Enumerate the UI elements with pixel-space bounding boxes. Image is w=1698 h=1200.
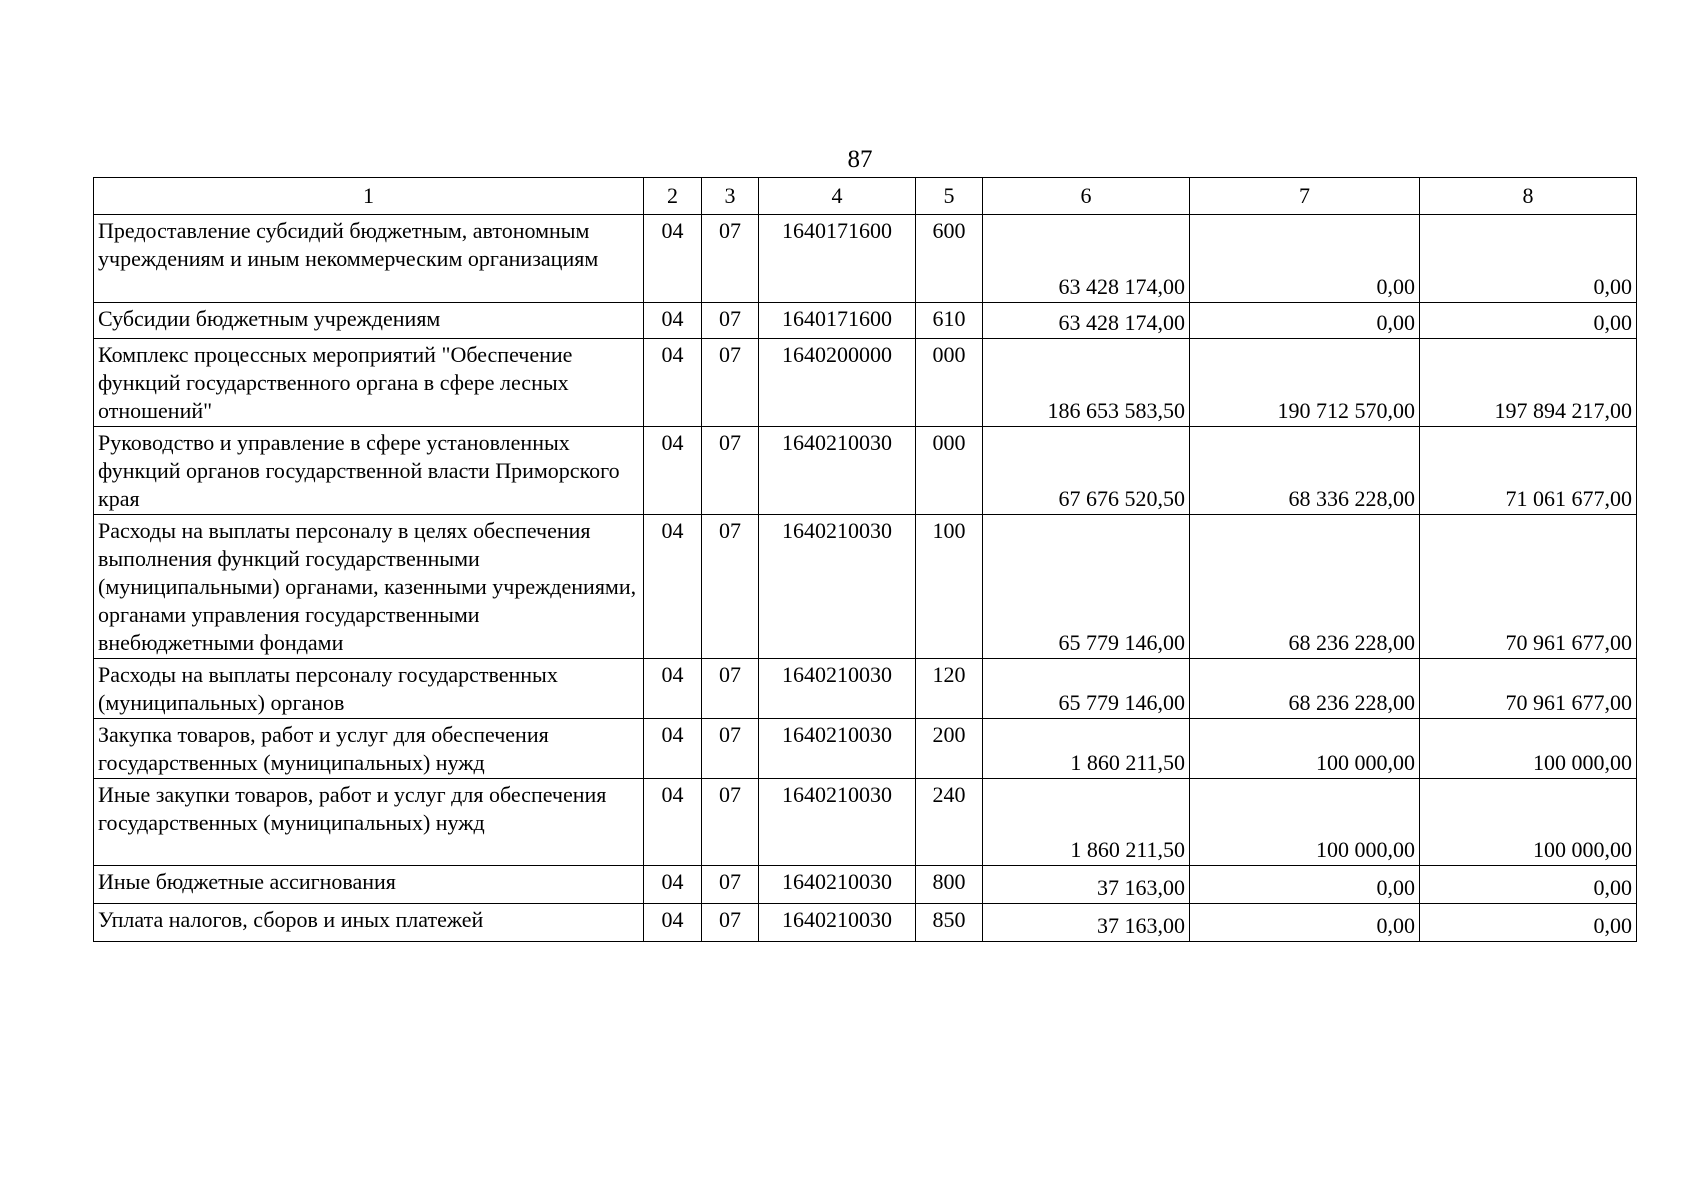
row-subsection: 07 — [702, 719, 759, 779]
page-number: 87 — [847, 146, 873, 173]
table-row — [94, 515, 1637, 659]
row-amount-7: 68 236 228,00 — [1190, 515, 1420, 659]
row-amount-8: 0,00 — [1420, 904, 1637, 942]
row-name: Закупка товаров, работ и услуг для обеспечения государственных (муниципальных) нужд — [94, 719, 644, 779]
table-row — [94, 339, 1637, 427]
row-amount-8: 100 000,00 — [1420, 719, 1637, 779]
row-section: 04 — [644, 904, 702, 942]
table-row — [94, 659, 1637, 719]
column-header-8: 8 — [1420, 178, 1637, 215]
row-subsection: 07 — [702, 866, 759, 904]
row-section: 04 — [644, 719, 702, 779]
row-target-article: 1640210030 — [759, 779, 916, 866]
table-row — [94, 719, 1637, 779]
column-header-5: 5 — [916, 178, 983, 215]
row-amount-6: 1 860 211,50 — [983, 719, 1190, 779]
row-subsection: 07 — [702, 339, 759, 427]
table-row — [94, 779, 1637, 866]
row-section: 04 — [644, 779, 702, 866]
column-header-2: 2 — [644, 178, 702, 215]
table-row — [94, 866, 1637, 904]
row-amount-7: 68 236 228,00 — [1190, 659, 1420, 719]
table-row — [94, 303, 1637, 339]
row-expense-type: 000 — [916, 427, 983, 515]
row-target-article: 1640210030 — [759, 719, 916, 779]
row-section: 04 — [644, 659, 702, 719]
row-section: 04 — [644, 303, 702, 339]
row-amount-7: 0,00 — [1190, 866, 1420, 904]
row-section: 04 — [644, 215, 702, 303]
row-subsection: 07 — [702, 427, 759, 515]
row-amount-8: 197 894 217,00 — [1420, 339, 1637, 427]
row-amount-8: 100 000,00 — [1420, 779, 1637, 866]
row-expense-type: 850 — [916, 904, 983, 942]
row-amount-8: 0,00 — [1420, 215, 1637, 303]
row-subsection: 07 — [702, 659, 759, 719]
row-amount-8: 0,00 — [1420, 866, 1637, 904]
row-amount-6: 186 653 583,50 — [983, 339, 1190, 427]
column-header-1: 1 — [94, 178, 644, 215]
row-name: Иные бюджетные ассигнования — [94, 866, 644, 904]
row-amount-7: 100 000,00 — [1190, 719, 1420, 779]
row-subsection: 07 — [702, 515, 759, 659]
table-header-row — [94, 178, 1637, 215]
row-subsection: 07 — [702, 303, 759, 339]
column-header-4: 4 — [759, 178, 916, 215]
row-amount-8: 70 961 677,00 — [1420, 515, 1637, 659]
row-target-article: 1640210030 — [759, 427, 916, 515]
row-expense-type: 100 — [916, 515, 983, 659]
row-amount-8: 70 961 677,00 — [1420, 659, 1637, 719]
row-subsection: 07 — [702, 215, 759, 303]
column-header-3: 3 — [702, 178, 759, 215]
row-amount-6: 63 428 174,00 — [983, 215, 1190, 303]
row-name: Субсидии бюджетным учреждениям — [94, 303, 644, 339]
row-expense-type: 610 — [916, 303, 983, 339]
row-amount-7: 68 336 228,00 — [1190, 427, 1420, 515]
row-subsection: 07 — [702, 779, 759, 866]
row-expense-type: 200 — [916, 719, 983, 779]
row-target-article: 1640210030 — [759, 659, 916, 719]
row-expense-type: 000 — [916, 339, 983, 427]
row-amount-6: 65 779 146,00 — [983, 659, 1190, 719]
row-expense-type: 800 — [916, 866, 983, 904]
row-amount-6: 65 779 146,00 — [983, 515, 1190, 659]
row-target-article: 1640210030 — [759, 866, 916, 904]
row-amount-6: 37 163,00 — [983, 904, 1190, 942]
row-expense-type: 120 — [916, 659, 983, 719]
row-subsection: 07 — [702, 904, 759, 942]
row-amount-7: 190 712 570,00 — [1190, 339, 1420, 427]
row-name: Предоставление субсидий бюджетным, автономным учреждениям и иным некоммерческим организациям — [94, 215, 644, 303]
row-target-article: 1640171600 — [759, 303, 916, 339]
row-section: 04 — [644, 515, 702, 659]
row-section: 04 — [644, 339, 702, 427]
row-name: Уплата налогов, сборов и иных платежей — [94, 904, 644, 942]
budget-table — [93, 177, 1637, 942]
row-name: Руководство и управление в сфере установленных функций органов государственной власти Приморского края — [94, 427, 644, 515]
column-header-7: 7 — [1190, 178, 1420, 215]
row-amount-7: 0,00 — [1190, 215, 1420, 303]
row-target-article: 1640210030 — [759, 515, 916, 659]
row-amount-6: 67 676 520,50 — [983, 427, 1190, 515]
row-section: 04 — [644, 866, 702, 904]
row-section: 04 — [644, 427, 702, 515]
row-amount-8: 0,00 — [1420, 303, 1637, 339]
row-amount-6: 63 428 174,00 — [983, 303, 1190, 339]
table-row — [94, 215, 1637, 303]
row-amount-6: 1 860 211,50 — [983, 779, 1190, 866]
row-expense-type: 240 — [916, 779, 983, 866]
row-target-article: 1640210030 — [759, 904, 916, 942]
row-name: Комплекс процессных мероприятий "Обеспечение функций государственного органа в сфере лесных отношений" — [94, 339, 644, 427]
table-row — [94, 904, 1637, 942]
row-expense-type: 600 — [916, 215, 983, 303]
row-amount-7: 0,00 — [1190, 904, 1420, 942]
row-amount-7: 0,00 — [1190, 303, 1420, 339]
row-name: Расходы на выплаты персоналу в целях обеспечения выполнения функций государственными (муниципальными) органами, казенными учреждениями, органами управления государственными внебюджетными фондами — [94, 515, 644, 659]
row-amount-6: 37 163,00 — [983, 866, 1190, 904]
table-row — [94, 427, 1637, 515]
row-amount-7: 100 000,00 — [1190, 779, 1420, 866]
column-header-6: 6 — [983, 178, 1190, 215]
row-target-article: 1640200000 — [759, 339, 916, 427]
row-name: Расходы на выплаты персоналу государственных (муниципальных) органов — [94, 659, 644, 719]
row-amount-8: 71 061 677,00 — [1420, 427, 1637, 515]
row-target-article: 1640171600 — [759, 215, 916, 303]
row-name: Иные закупки товаров, работ и услуг для обеспечения государственных (муниципальных) нужд — [94, 779, 644, 866]
